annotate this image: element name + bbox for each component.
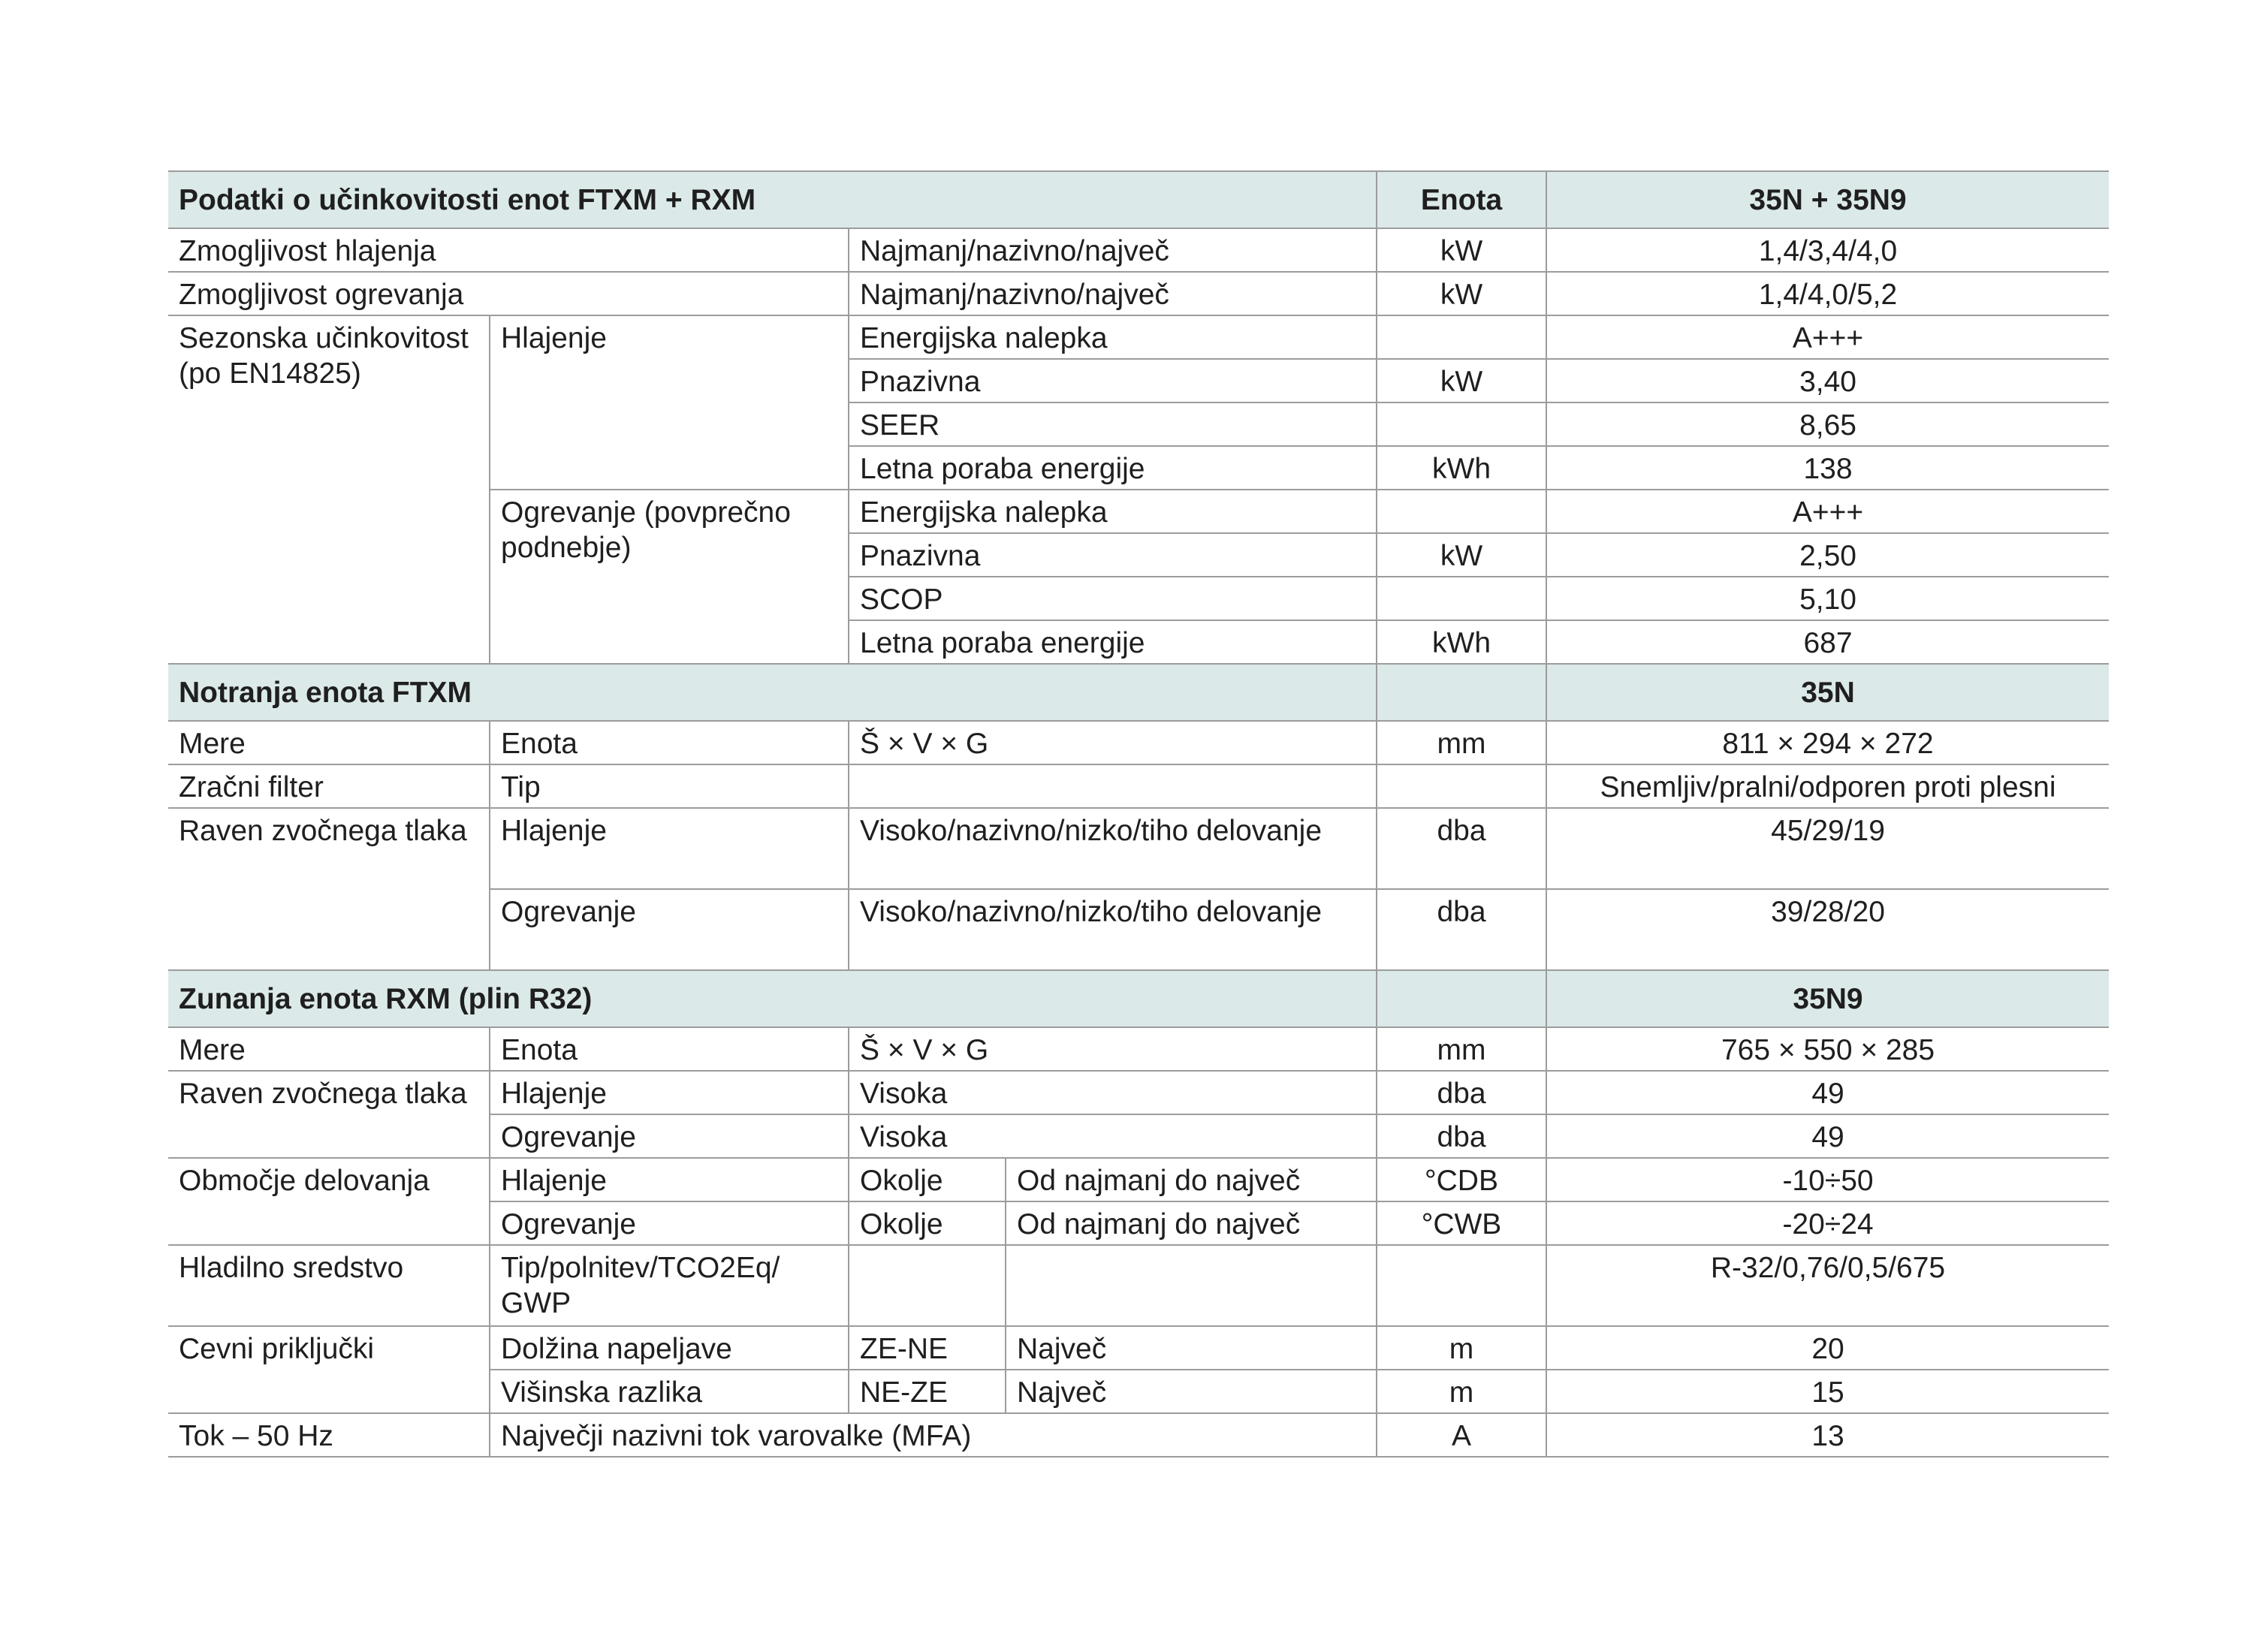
row-value: A+++ [1546, 490, 2109, 533]
row-sub: Enota [490, 1027, 849, 1071]
row-param [849, 764, 1377, 808]
table-row [168, 808, 2109, 889]
row-unit [1377, 577, 1546, 620]
row-unit [1377, 490, 1546, 533]
row-unit: °CDB [1377, 1158, 1546, 1201]
table-row [168, 764, 2109, 808]
row-unit: °CWB [1377, 1201, 1546, 1245]
row-value: -10÷50 [1546, 1158, 2109, 1201]
table-row [168, 315, 2109, 359]
row-unit: kW [1377, 272, 1546, 315]
row-param: Okolje [849, 1158, 1006, 1201]
spec-sheet [168, 170, 2109, 1458]
unit-header [1377, 970, 1546, 1027]
row-unit: dba [1377, 889, 1546, 970]
row-label: Mere [168, 1027, 490, 1071]
row-label: Mere [168, 721, 490, 764]
row-value: 765 × 550 × 285 [1546, 1027, 2109, 1071]
row-param: Letna poraba energije [849, 446, 1377, 490]
row-value: 2,50 [1546, 533, 2109, 577]
row-value: 8,65 [1546, 402, 2109, 446]
row-value: 49 [1546, 1071, 2109, 1114]
row-param: NE-ZE [849, 1370, 1006, 1413]
row-unit: kW [1377, 228, 1546, 272]
row-detail [1006, 1245, 1377, 1326]
row-sub: Hlajenje [490, 808, 849, 889]
section-header-performance [168, 171, 2109, 228]
table-row [168, 1245, 2109, 1326]
row-value: 39/28/20 [1546, 889, 2109, 970]
row-param: Visoko/nazivno/nizko/tiho delovanje [849, 889, 1377, 970]
row-unit: m [1377, 1370, 1546, 1413]
efficiency-spec-table [168, 170, 2109, 1458]
row-label: Hladilno sredstvo [168, 1245, 490, 1326]
row-value: 49 [1546, 1114, 2109, 1158]
value-header: 35N9 [1546, 970, 2109, 1027]
row-value: -20÷24 [1546, 1201, 2109, 1245]
row-unit: kWh [1377, 620, 1546, 664]
row-label: Tok – 50 Hz [168, 1413, 490, 1457]
row-param [849, 1245, 1006, 1326]
row-value: 20 [1546, 1326, 2109, 1370]
row-label: Raven zvočnega tlaka [168, 808, 490, 970]
row-param: Š × V × G [849, 1027, 1377, 1071]
row-sub: Višinska razlika [490, 1370, 849, 1413]
section-header-outdoor [168, 970, 2109, 1027]
row-sub: Ogrevanje [490, 1114, 849, 1158]
row-sub: Dolžina napeljave [490, 1326, 849, 1370]
row-param: Okolje [849, 1201, 1006, 1245]
section-title: Notranja enota FTXM [168, 664, 1377, 721]
row-param: ZE-NE [849, 1326, 1006, 1370]
row-unit [1377, 402, 1546, 446]
row-value: A+++ [1546, 315, 2109, 359]
row-value: 138 [1546, 446, 2109, 490]
row-param: Najmanj/nazivno/največ [849, 272, 1377, 315]
row-param: Energijska nalepka [849, 490, 1377, 533]
table-row [168, 228, 2109, 272]
row-unit [1377, 315, 1546, 359]
row-sub: Ogrevanje (povprečno podnebje) [490, 490, 849, 664]
row-value: 1,4/3,4/4,0 [1546, 228, 2109, 272]
row-label: Zmogljivost ogrevanja [168, 272, 849, 315]
row-unit: dba [1377, 1071, 1546, 1114]
row-unit: mm [1377, 721, 1546, 764]
row-detail: Od najmanj do največ [1006, 1201, 1377, 1245]
row-value: 45/29/19 [1546, 808, 2109, 889]
row-label: Cevni priključki [168, 1326, 490, 1413]
row-unit: kWh [1377, 446, 1546, 490]
row-value: 3,40 [1546, 359, 2109, 402]
row-sub: Ogrevanje [490, 889, 849, 970]
row-param: Š × V × G [849, 721, 1377, 764]
value-header: 35N + 35N9 [1546, 171, 2109, 228]
row-value: 5,10 [1546, 577, 2109, 620]
table-row [168, 272, 2109, 315]
row-unit [1377, 1245, 1546, 1326]
table-row [168, 1413, 2109, 1457]
row-value: R-32/0,76/0,5/675 [1546, 1245, 2109, 1326]
value-header: 35N [1546, 664, 2109, 721]
row-value: 1,4/4,0/5,2 [1546, 272, 2109, 315]
section-header-indoor [168, 664, 2109, 721]
row-param: SEER [849, 402, 1377, 446]
row-label: Sezonska učinkovitost (po EN14825) [168, 315, 490, 664]
section-title: Zunanja enota RXM (plin R32) [168, 970, 1377, 1027]
row-detail: Od najmanj do največ [1006, 1158, 1377, 1201]
table-row [168, 1027, 2109, 1071]
row-unit: kW [1377, 359, 1546, 402]
row-value: 15 [1546, 1370, 2109, 1413]
row-label: Zmogljivost hlajenja [168, 228, 849, 272]
row-label: Zračni filter [168, 764, 490, 808]
row-label: Območje delovanja [168, 1158, 490, 1245]
table-row [168, 1071, 2109, 1114]
row-param: Najmanj/nazivno/največ [849, 228, 1377, 272]
row-param: Pnazivna [849, 359, 1377, 402]
row-unit [1377, 764, 1546, 808]
row-sub: Tip/polnitev/TCO2Eq/ GWP [490, 1245, 849, 1326]
row-sub: Tip [490, 764, 849, 808]
row-unit: mm [1377, 1027, 1546, 1071]
row-sub: Največji nazivni tok varovalke (MFA) [490, 1413, 1377, 1457]
table-row [168, 1158, 2109, 1201]
row-param: Visoka [849, 1071, 1377, 1114]
row-sub: Hlajenje [490, 1071, 849, 1114]
row-unit: m [1377, 1326, 1546, 1370]
section-title: Podatki o učinkovitosti enot FTXM + RXM [168, 171, 1377, 228]
row-unit: A [1377, 1413, 1546, 1457]
row-label: Raven zvočnega tlaka [168, 1071, 490, 1158]
row-sub: Hlajenje [490, 1158, 849, 1201]
row-param: Visoka [849, 1114, 1377, 1158]
row-value: 811 × 294 × 272 [1546, 721, 2109, 764]
table-row [168, 1326, 2109, 1370]
row-param: Visoko/nazivno/nizko/tiho delovanje [849, 808, 1377, 889]
row-sub: Ogrevanje [490, 1201, 849, 1245]
row-detail: Največ [1006, 1370, 1377, 1413]
unit-header [1377, 664, 1546, 721]
row-param: Pnazivna [849, 533, 1377, 577]
row-unit: kW [1377, 533, 1546, 577]
row-unit: dba [1377, 808, 1546, 889]
row-value: 13 [1546, 1413, 2109, 1457]
row-param: Letna poraba energije [849, 620, 1377, 664]
row-sub: Enota [490, 721, 849, 764]
row-sub: Hlajenje [490, 315, 849, 490]
row-value: Snemljiv/pralni/odporen proti plesni [1546, 764, 2109, 808]
row-unit: dba [1377, 1114, 1546, 1158]
table-row [168, 721, 2109, 764]
row-param: SCOP [849, 577, 1377, 620]
row-value: 687 [1546, 620, 2109, 664]
row-param: Energijska nalepka [849, 315, 1377, 359]
row-detail: Največ [1006, 1326, 1377, 1370]
unit-header: Enota [1377, 171, 1546, 228]
